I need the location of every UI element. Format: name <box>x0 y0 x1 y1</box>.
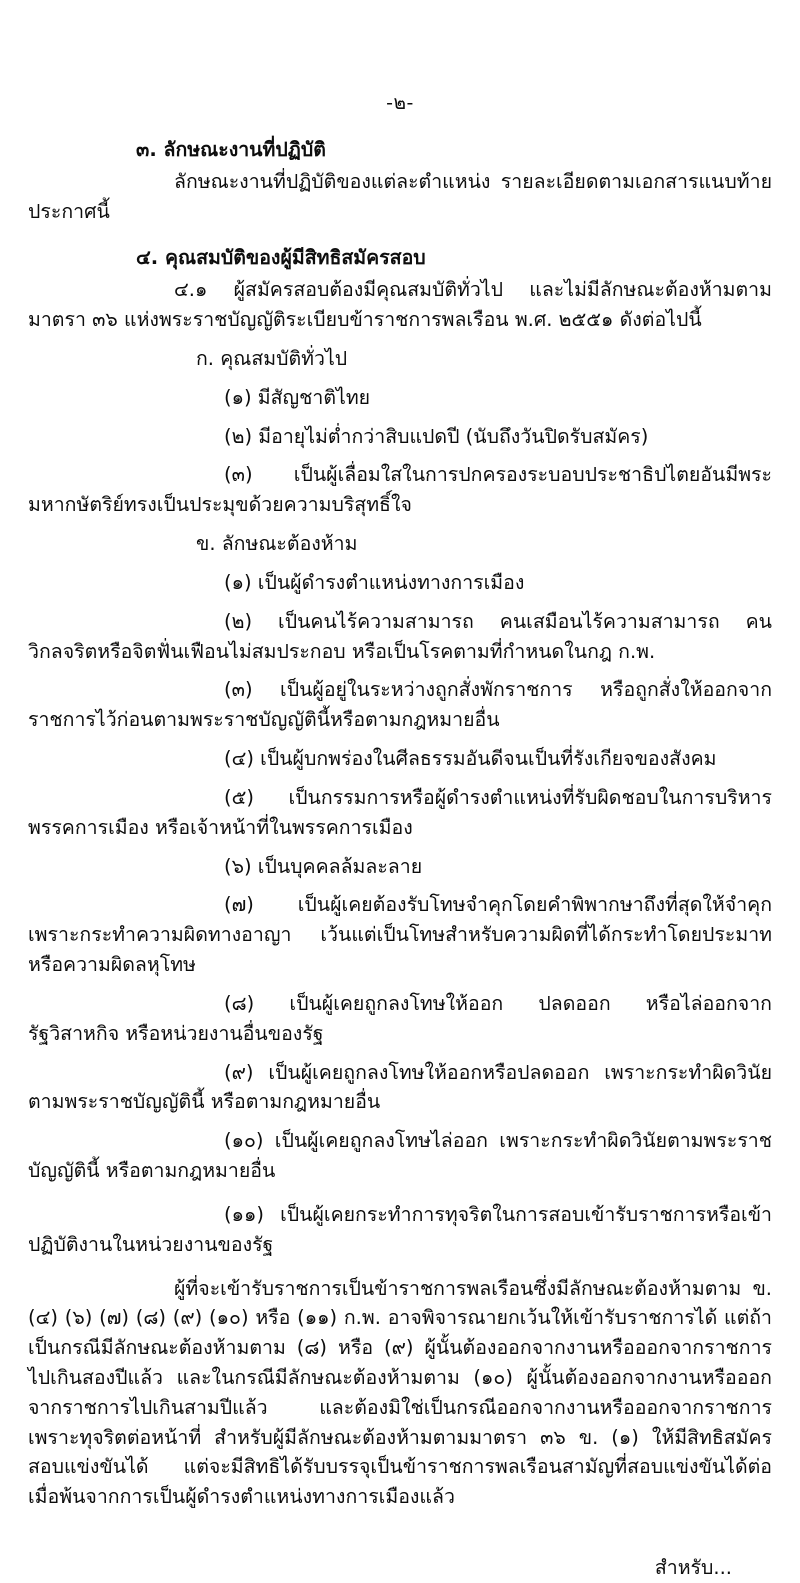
subsection-b-label: ข. ลักษณะต้องห้าม <box>196 532 358 556</box>
section-4-closing: ผู้ที่จะเข้ารับราชการเป็นข้าราชการพลเรือนซึ่งมีลักษณะต้องห้ามตาม ข. (๔) (๖) (๗) (๘) (๙) (๑๐) หรือ (๑๑) ก.พ. อาจพิจารณายกเว้นให้เข้ารับราชการได้ แต่ถ้าเป็นกรณีมีลักษณะต้องห้ามตาม (๘) หรือ (๙) ผู้นั้นต้องออกจากงานหรือออกจากราชการไปเกินสองปีแล้ว และในกรณีมีลักษณะต้องห้ามตาม (๑๐) ผู้นั้นต้องออกจากงานหรือออกจากราชการไปเกินสามปีแล้ว และต้องมิใช่เป็นกรณีออกจากงานหรือออกจากราชการเพราะทุจริตต่อหน้าที่ สำหรับผู้มีลักษณะต้องห้ามตามมาตรา ๓๖ ข. (๑) ให้มีสิทธิสมัครสอบแข่งขันได้ แต่จะมีสิทธิได้รับบรรจุเป็นข้าราชการพลเรือนสามัญที่สอบแข่งขันได้ต่อเมื่อพ้นจากการเป็นผู้ดำรงตำแหน่งทางการเมืองแล้ว <box>28 1276 772 1509</box>
subsection-b-item-10: (๑๐) เป็นผู้เคยถูกลงโทษไล่ออก เพราะกระทำผิดวินัยตามพระราชบัญญัตินี้ หรือตามกฎหมายอื่น <box>28 1129 772 1183</box>
section-3 <box>28 135 772 226</box>
section-4-intro: ๔.๑ ผู้สมัครสอบต้องมีคุณสมบัติทั่วไป และไม่มีลักษณะต้องห้ามตามมาตรา ๓๖ แห่งพระราชบัญญัติระเบียบข้าราชการพลเรือน พ.ศ. ๒๕๕๑ ดังต่อไปนี้ <box>28 278 772 332</box>
subsection-a-item-3: (๓) เป็นผู้เลื่อมใสในการปกครองระบอบประชาธิปไตยอันมีพระมหากษัตริย์ทรงเป็นประมุขด้วยความบริสุทธิ์ใจ <box>28 463 772 517</box>
section-4-heading: ๔. คุณสมบัติของผู้มีสิทธิสมัครสอบ <box>136 246 426 270</box>
document-page <box>0 88 800 1580</box>
page-number: -๒- <box>386 92 414 114</box>
subsection-b-item-1: (๑) เป็นผู้ดำรงตำแหน่งทางการเมือง <box>224 570 525 594</box>
continuation-note: สำหรับ... <box>654 1556 732 1580</box>
subsection-b-item-2: (๒) เป็นคนไร้ความสามารถ คนเสมือนไร้ความสามารถ คนวิกลจริตหรือจิตฟั่นเฟือนไม่สมประกอบ หรือเป็นโรคตามที่กำหนดในกฎ ก.พ. <box>28 609 772 663</box>
section-3-paragraph: ลักษณะงานที่ปฏิบัติของแต่ละตำแหน่ง รายละเอียดตามเอกสารแนบท้ายประกาศนี้ <box>28 169 772 223</box>
subsection-a-item-1: (๑) มีสัญชาติไทย <box>224 385 371 409</box>
subsection-b-item-4: (๔) เป็นผู้บกพร่องในศีลธรรมอันดีจนเป็นที่รังเกียจของสังคม <box>224 747 717 771</box>
subsection-b-item-8: (๘) เป็นผู้เคยถูกลงโทษให้ออก ปลดออก หรือไล่ออกจากรัฐวิสาหกิจ หรือหน่วยงานอื่นของรัฐ <box>28 991 772 1045</box>
subsection-a-item-2: (๒) มีอายุไม่ต่ำกว่าสิบแปดปี (นับถึงวันปิดรับสมัคร) <box>224 424 649 448</box>
section-3-heading: ๓. ลักษณะงานที่ปฏิบัติ <box>136 138 326 161</box>
subsection-b-item-3: (๓) เป็นผู้อยู่ในระหว่างถูกสั่งพักราชการ หรือถูกสั่งให้ออกจากราชการไว้ก่อนตามพระราชบัญญัตินี้หรือตามกฎหมายอื่น <box>28 678 772 732</box>
subsection-b-item-7: (๗) เป็นผู้เคยต้องรับโทษจำคุกโดยคำพิพากษาถึงที่สุดให้จำคุกเพราะกระทำความผิดทางอาญา เว้นแต่เป็นโทษสำหรับความผิดที่ได้กระทำโดยประมาท หรือความผิดลหุโทษ <box>28 893 772 977</box>
subsection-b-item-9: (๙) เป็นผู้เคยถูกลงโทษให้ออกหรือปลดออก เพราะกระทำผิดวินัยตามพระราชบัญญัตินี้ หรือตามกฎหมายอื่น <box>28 1060 772 1114</box>
subsection-b-item-11: (๑๑) เป็นผู้เคยกระทำการทุจริตในการสอบเข้ารับราชการหรือเข้าปฏิบัติงานในหน่วยงานของรัฐ <box>28 1202 772 1256</box>
document-body <box>28 135 772 1512</box>
subsection-b-item-5: (๕) เป็นกรรมการหรือผู้ดำรงตำแหน่งที่รับผิดชอบในการบริหารพรรคการเมือง หรือเจ้าหน้าที่ในพรรคการเมือง <box>28 785 772 839</box>
section-4 <box>28 243 772 1512</box>
subsection-a-label: ก. คุณสมบัติทั่วไป <box>196 346 348 370</box>
subsection-b-item-6: (๖) เป็นบุคคลล้มละลาย <box>224 854 423 878</box>
